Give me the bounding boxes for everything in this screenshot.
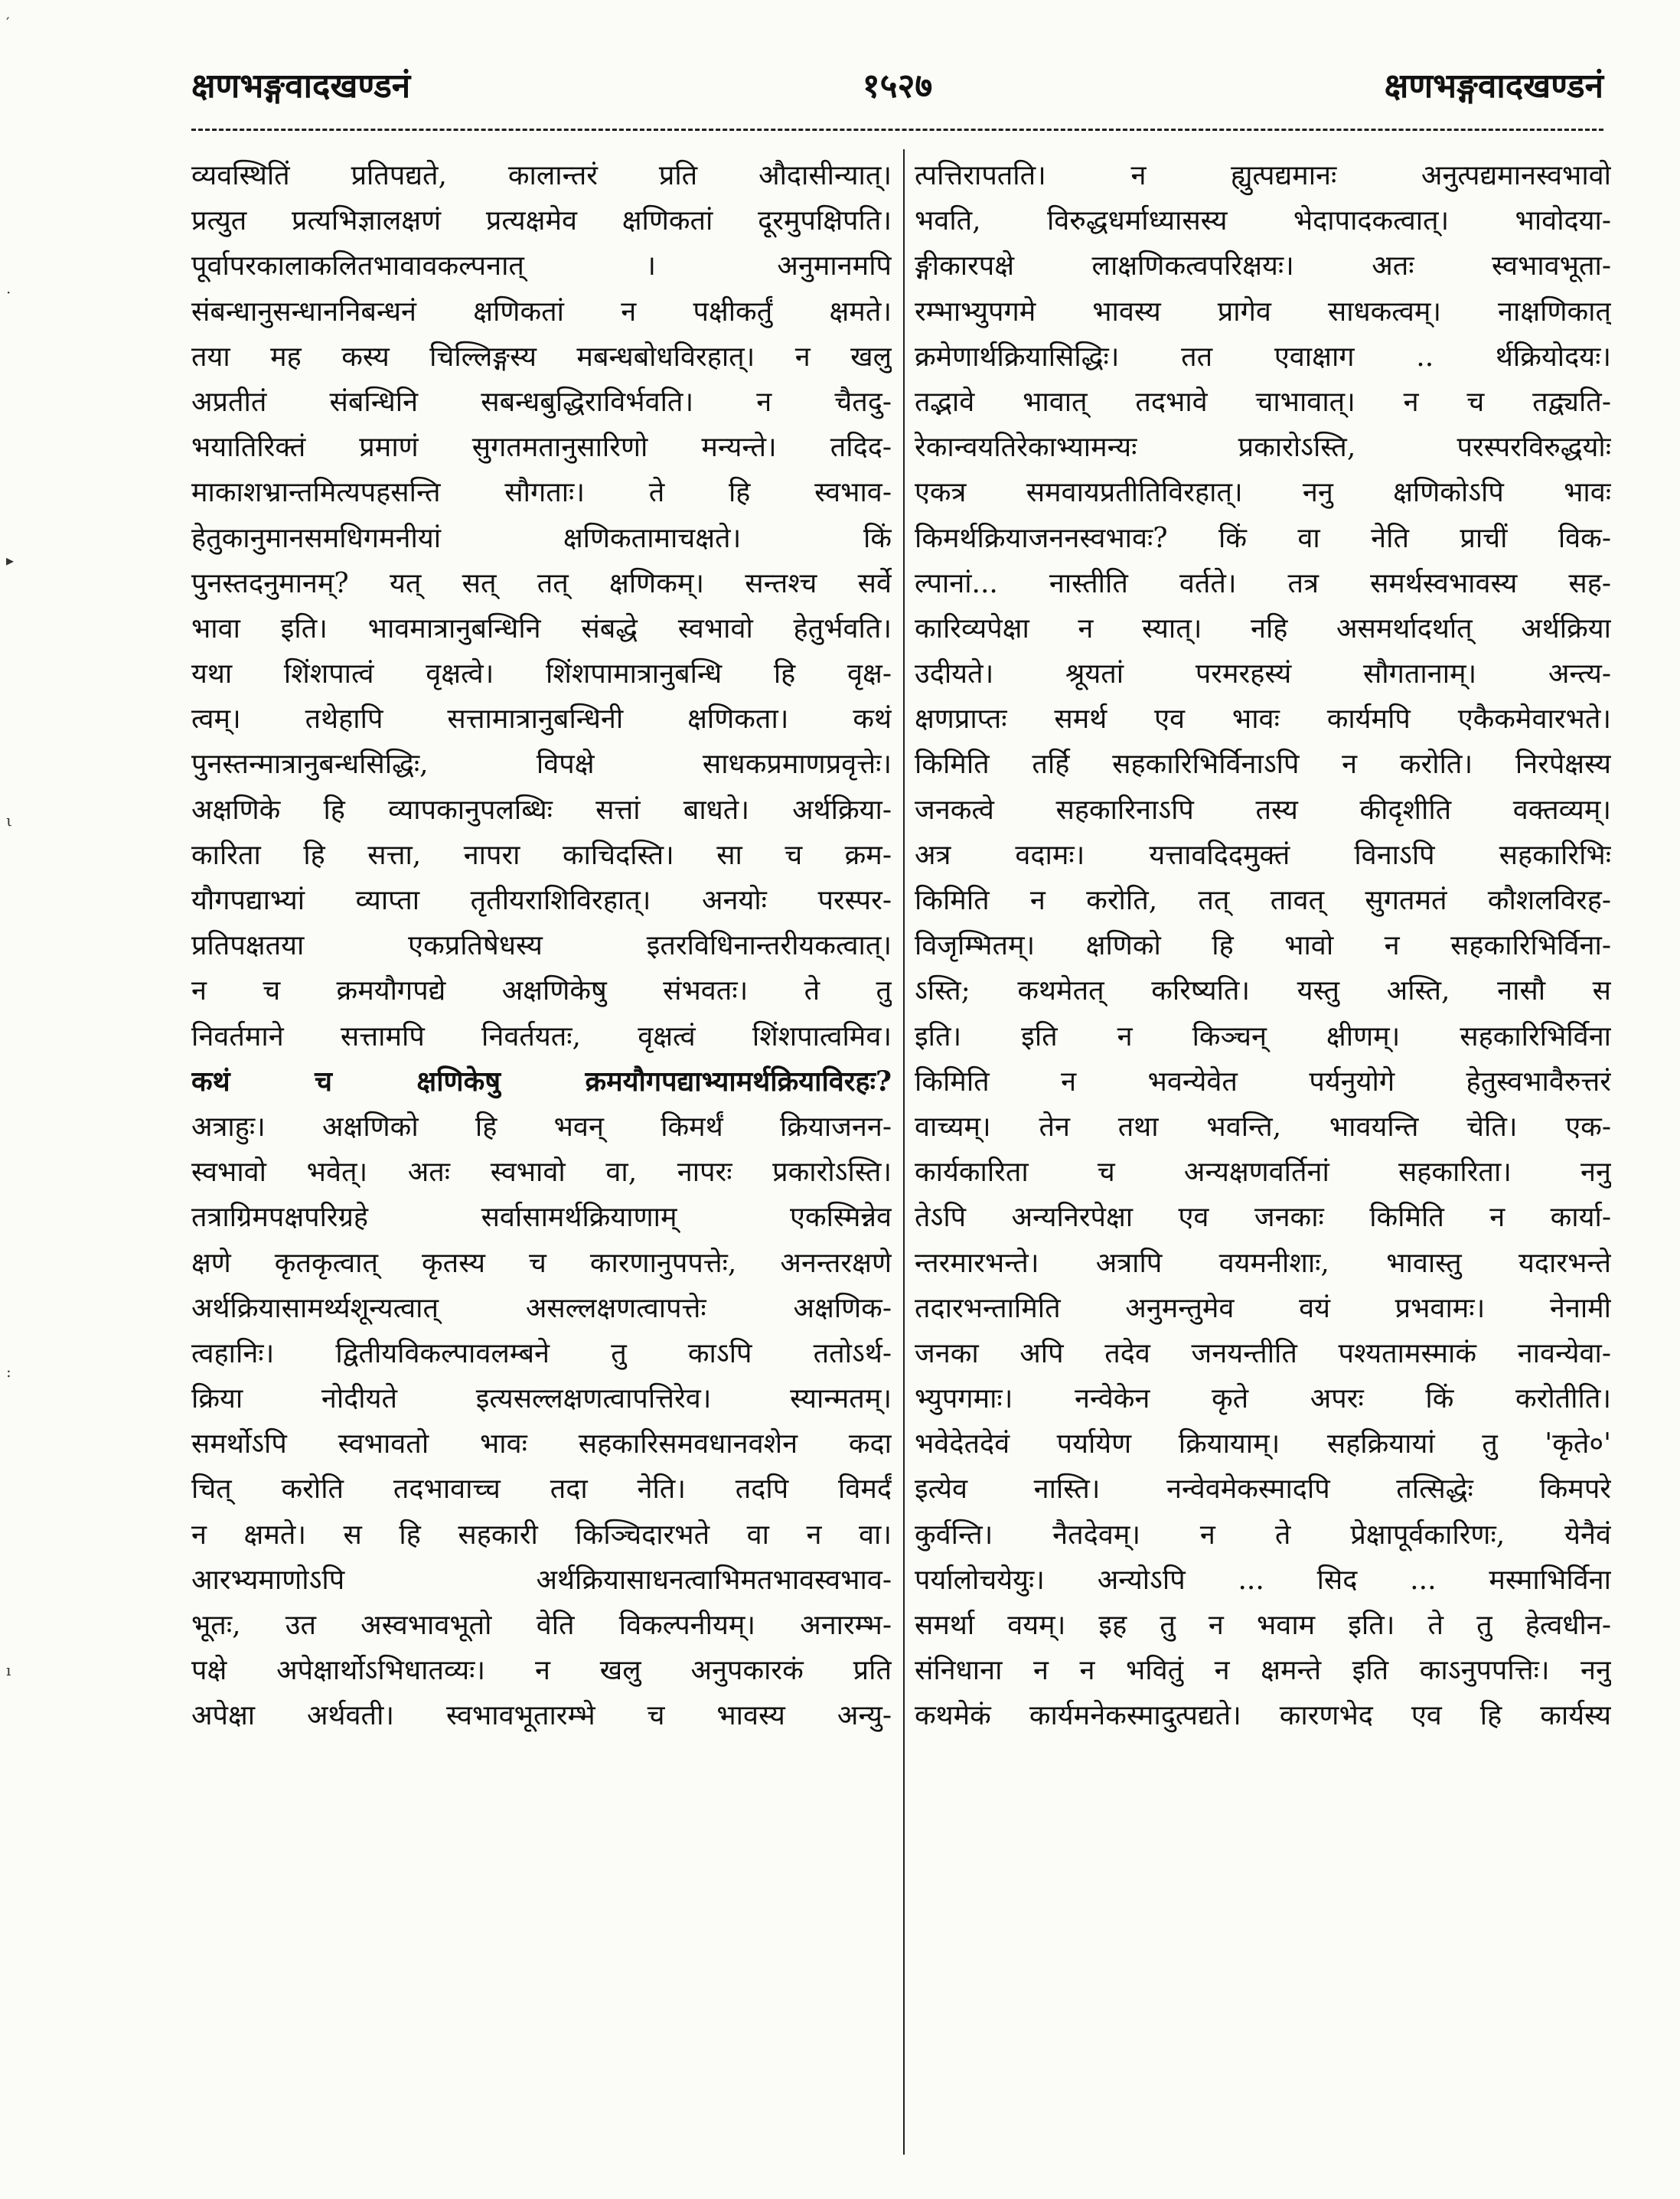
text-line: न क्षमते। स हि सहकारी किञ्चिदारभते वा न वा। <box>191 1519 892 1551</box>
text-line: आरभ्यमाणोऽपि अर्थक्रियासाधनत्वाभिमतभावस्वभाव- <box>191 1564 892 1596</box>
scan-mark: : <box>6 1362 11 1381</box>
text-line: क्षणे कृतकृत्वात् कृतस्य च कारणानुपपत्तेः, अनन्तरक्षणे <box>191 1247 892 1279</box>
text-line: अक्षणिके हि व्यापकानुपलब्धिः सत्तां बाधते। अर्थक्रिया- <box>191 794 892 826</box>
text-line: ल्पानां... नास्तीति वर्तते। तत्र समर्थस्वभावस्य सह- <box>915 567 1611 599</box>
text-line: अत्राहुः। अक्षणिको हि भवन् किमर्थं क्रियाजनन- <box>191 1111 892 1143</box>
text-line: समर्था वयम्। इह तु न भवाम इति। ते तु हेत्वधीन- <box>915 1610 1611 1641</box>
text-line: संबन्धानुसन्धाननिबन्धनं क्षणिकतां न पक्षीकर्तुं क्षमते। <box>191 295 892 328</box>
text-line: कारिता हि सत्ता, नापरा काचिदस्ति। सा च क्रम- <box>191 839 892 871</box>
text-line: रेकान्वयतिरेकाभ्यामन्यः प्रकारोऽस्ति, परस्परविरुद्धयोः <box>915 432 1611 464</box>
text-line: जनकत्वे सहकारिनाऽपि तस्य कीदृशीति वक्तव्यम्। <box>915 794 1611 826</box>
text-line: प्रतिपक्षतया एकप्रतिषेधस्य इतरविधिनान्तरीयकत्वात्। <box>191 930 892 962</box>
scan-mark: ▸ <box>6 551 15 569</box>
text-line: विजृम्भितम्। क्षणिको हि भावो न सहकारिभिर्विना- <box>915 930 1611 962</box>
text-line: कथं च क्षणिकेषु क्रमयौगपद्याभ्यामर्थक्रियाविरहः? <box>191 1065 892 1098</box>
scan-mark: ′ <box>6 14 10 32</box>
text-line: किमिति न करोति, तत् तावत् सुगतमतं कौशलविरह- <box>915 885 1611 916</box>
text-line: न्तरमारभन्ते। अत्रापि वयमनीशाः, भावास्तु यदारभन्ते <box>915 1247 1611 1279</box>
running-header <box>191 61 1603 115</box>
text-line: भवति, विरुद्धधर्माध्यासस्य भेदापादकत्वात्। भावोदया- <box>915 205 1611 237</box>
text-line: भयातिरिक्तं प्रमाणं सुगतमतानुसारिणो मन्यन्ते। तदिद- <box>191 432 892 464</box>
text-line: रम्भाभ्युपगमे भावस्य प्रागेव साधकत्वम्। नाक्षणिकात् <box>915 295 1611 328</box>
text-line: प्रत्युत प्रत्यभिज्ञालक्षणं प्रत्यक्षमेव क्षणिकतां दूरमुपक्षिपति। <box>191 205 892 237</box>
text-line: क्रमेणार्थक्रियासिद्धिः। तत एवाक्षाग .. र्थक्रियोदयः। <box>915 341 1611 373</box>
text-line: यथा शिंशपात्वं वृक्षत्वे। शिंशपामात्रानुबन्धि हि वृक्ष- <box>191 658 892 690</box>
text-line: समर्थोऽपि स्वभावतो भावः सहकारिसमवधानवशेन कदा <box>191 1428 892 1460</box>
text-line: जनका अपि तदेव जनयन्तीति पश्यतामस्माकं नावन्येवा- <box>915 1337 1611 1369</box>
text-line: चित् करोति तदभावाच्च तदा नेति। तदपि विमर्दं <box>191 1473 892 1506</box>
text-line: भूतः, उत अस्वभावभूतो वेति विकल्पनीयम्। अनारम्भ- <box>191 1610 892 1641</box>
text-line: कुर्वन्ति। नैतदेवम्। न ते प्रेक्षापूर्वकारिणः, येनैवं <box>915 1519 1611 1551</box>
text-line: व्यवस्थितिं प्रतिपद्यते, कालान्तरं प्रति औदासीन्यात्। <box>191 160 892 191</box>
text-line: ऽस्ति; कथमेतत् करिष्यति। यस्तु अस्ति, नासौ स <box>915 975 1611 1007</box>
text-line: उदीयते। श्रूयतां परमरहस्यं सौगतानाम्। अन्त्य- <box>915 658 1611 690</box>
right-column <box>915 153 1611 1739</box>
text-line: हेतुकानुमानसमधिगमनीयां क्षणिकतामाचक्षते। किं <box>191 522 892 554</box>
scan-mark: · <box>6 283 11 302</box>
scan-mark: ı <box>6 1661 11 1679</box>
text-line: अत्र वदामः। यत्तावदिदमुक्तं विनाऽपि सहकारिभिः <box>915 839 1611 871</box>
text-line: पक्षे अपेक्षार्थोऽभिधातव्यः। न खलु अनुपकारकं प्रति <box>191 1655 892 1687</box>
text-line: त्वहानिः। द्वितीयविकल्पावलम्बने तु काऽपि ततोऽर्थ- <box>191 1337 892 1369</box>
header-right-title: क्षणभङ्गवादखण्डनं <box>1384 67 1603 106</box>
left-column <box>191 153 892 1739</box>
text-line: इति। इति न किञ्चन् क्षीणम्। सहकारिभिर्विना <box>915 1020 1611 1052</box>
text-line: किमर्थक्रियाजननस्वभावः? किं वा नेति प्राचीं विक- <box>915 522 1611 554</box>
text-line: त्वम्। तथेहापि सत्तामात्रानुबन्धिनी क्षणिकता। कथं <box>191 703 892 736</box>
text-line: वाच्यम्। तेन तथा भवन्ति, भावयन्ति चेति। एक- <box>915 1111 1611 1143</box>
text-line: भ्युपगमाः। नन्वेकेन कृते अपरः किं करोतीति। <box>915 1383 1611 1415</box>
text-line: भवेदेतदेवं पर्यायेण क्रियायाम्। सहक्रियायां तु 'कृते०' <box>915 1428 1611 1460</box>
text-line: तत्राग्रिमपक्षपरिग्रहे सर्वासामर्थक्रियाणाम् एकस्मिन्नेव <box>191 1202 892 1234</box>
text-line: तद्भावे भावात् तदभावे चाभावात्। न च तद्व्यति- <box>915 386 1611 418</box>
text-line: अर्थक्रियासामर्थ्यशून्यत्वात् असल्लक्षणत्वापत्तेः अक्षणिक- <box>191 1292 892 1324</box>
text-line: निवर्तमाने सत्तामपि निवर्तयतः, वृक्षत्वं शिंशपात्वमिव। <box>191 1020 892 1052</box>
text-line: क्रिया नोदीयते इत्यसल्लक्षणत्वापत्तिरेव। स्यान्मतम्। <box>191 1383 892 1415</box>
text-line: एकत्र समवायप्रतीतिविरहात्। ननु क्षणिकोऽपि भावः <box>915 477 1611 509</box>
text-line: त्पत्तिरापतति। न ह्युत्पद्यमानः अनुत्पद्यमानस्वभावो <box>915 160 1611 191</box>
text-line: अपेक्षा अर्थवती। स्वभावभूतारम्भे च भावस्य अन्यु- <box>191 1700 892 1732</box>
column-divider <box>903 149 905 2155</box>
text-line: किमिति तर्हि सहकारिभिर्विनाऽपि न करोति। निरपेक्षस्य <box>915 749 1611 781</box>
header-left-title: क्षणभङ्गवादखण्डनं <box>191 67 411 106</box>
header-rule <box>191 129 1603 131</box>
text-line: ङ्गीकारपक्षे लाक्षणिकत्वपरिक्षयः। अतः स्वभावभूता- <box>915 250 1611 282</box>
text-line: न च क्रमयौगपद्ये अक्षणिकेषु संभवतः। ते तु <box>191 975 892 1007</box>
page-number: १५२७ <box>862 67 933 106</box>
text-line: पूर्वापरकालाकलितभावावकल्पनात् । अनुमानमपि <box>191 250 892 282</box>
text-line: स्वभावो भवेत्। अतः स्वभावो वा, नापरः प्रकारोऽस्ति। <box>191 1157 892 1189</box>
text-line: इत्येव नास्ति। नन्वेवमेकस्मादपि तत्सिद्धेः किमपरे <box>915 1473 1611 1506</box>
text-line: तया मह कस्य चिल्लिङ्गस्य मबन्धबोधविरहात्। न खलु <box>191 341 892 373</box>
text-line: यौगपद्याभ्यां व्याप्ता तृतीयराशिविरहात्। अनयोः परस्पर- <box>191 885 892 916</box>
text-line: क्षणप्राप्तः समर्थ एव भावः कार्यमपि एकैकमेवारभते। <box>915 703 1611 736</box>
text-line: पुनस्तन्मात्रानुबन्धसिद्धिः, विपक्षे साधकप्रमाणप्रवृत्तेः। <box>191 749 892 781</box>
text-line: पर्यालोचयेयुः। अन्योऽपि ... सिद ... मस्माभिर्विना <box>915 1564 1611 1596</box>
text-line: पुनस्तदनुमानम्? यत् सत् तत् क्षणिकम्। सन्तश्च सर्वे <box>191 567 892 599</box>
text-line: कथमेकं कार्यमनेकस्मादुत्पद्यते। कारणभेद एव हि कार्यस्य <box>915 1700 1611 1732</box>
text-line: भावा इति। भावमात्रानुबन्धिनि संबद्धे स्वभावो हेतुर्भवति। <box>191 612 892 644</box>
text-line: माकाशभ्रान्तमित्यपहसन्ति सौगताः। ते हि स्वभाव- <box>191 477 892 509</box>
text-line: तदारभन्तामिति अनुमन्तुमेव वयं प्रभवामः। नेनामी <box>915 1292 1611 1324</box>
text-line: तेऽपि अन्यनिरपेक्षा एव जनकाः किमिति न कार्या- <box>915 1202 1611 1234</box>
text-line: संनिधाना न न भवितुं न क्षमन्ते इति काऽनुपपत्तिः। ननु <box>915 1655 1611 1687</box>
text-line: कारिव्यपेक्षा न स्यात्। नहि असमर्थादर्थात् अर्थक्रिया <box>915 612 1611 644</box>
scan-mark: ι <box>6 811 12 830</box>
text-line: किमिति न भवन्येवेत पर्यनुयोगे हेतुस्वभावैरुत्तरं <box>915 1065 1611 1098</box>
text-line: कार्यकारिता च अन्यक्षणवर्तिनां सहकारिता। ननु <box>915 1157 1611 1189</box>
text-line: अप्रतीतं संबन्धिनि सबन्धबुद्धिराविर्भवति। न चैतदु- <box>191 386 892 418</box>
